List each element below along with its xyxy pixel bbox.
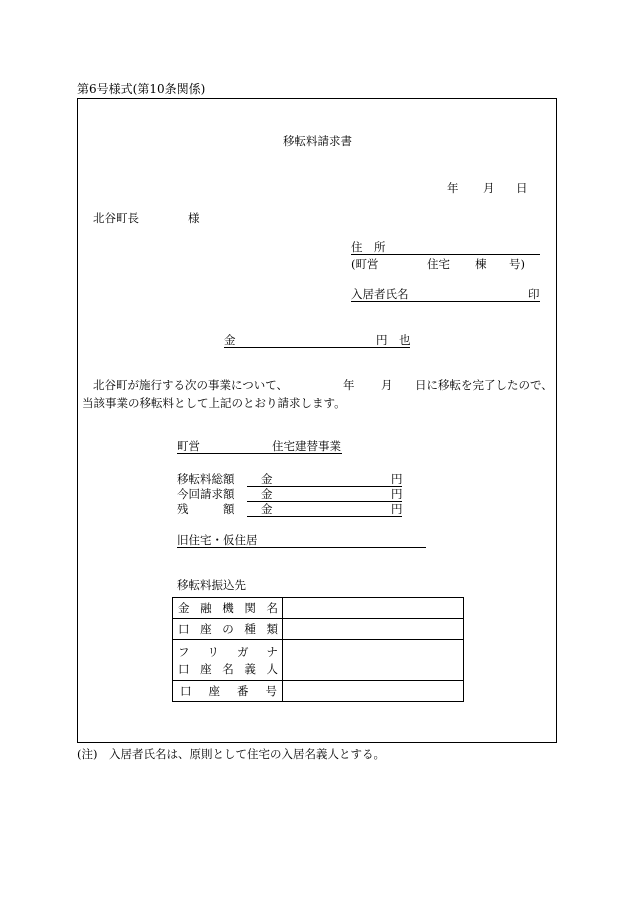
- amount-total-label: 移転料総額: [177, 472, 235, 486]
- char: 座: [200, 661, 212, 676]
- bank-name-field[interactable]: [283, 598, 464, 619]
- char: リ: [207, 644, 219, 659]
- char: 口: [178, 661, 190, 676]
- body-line1-b: 日に移転を完了したので、: [415, 378, 553, 392]
- account-type-field[interactable]: [283, 619, 464, 640]
- bank-heading: 移転料振込先: [177, 578, 246, 592]
- address-underline: [351, 254, 540, 255]
- body-line1-month: 月: [381, 378, 393, 392]
- project-underline: [177, 453, 342, 454]
- char: 類: [266, 622, 278, 636]
- addressee-name: 北谷町長: [93, 211, 139, 225]
- footnote: (注) 入居者氏名は、原則として住宅の入居名義人とする。: [77, 747, 385, 761]
- amount-current-label: 今回請求額: [177, 487, 235, 501]
- char: 座: [200, 622, 212, 636]
- bank-row-account-type: [173, 619, 464, 640]
- amount-balance-en: 円: [391, 502, 403, 516]
- amount-total-en: 円: [391, 472, 403, 486]
- char: フ: [178, 644, 190, 659]
- bank-table: [172, 597, 464, 702]
- address-sub-open: (町営: [351, 257, 379, 271]
- date-month: 月: [483, 181, 495, 195]
- bank-row-account-holder: [173, 640, 464, 681]
- amount-total-kin: 金: [261, 472, 273, 486]
- amount-balance-kin: 金: [261, 502, 273, 516]
- date-year: 年: [447, 181, 459, 195]
- resident-name-underline: [351, 301, 540, 302]
- account-type-label: [173, 619, 283, 640]
- char: 関: [244, 601, 256, 615]
- amount-underline: [224, 347, 410, 348]
- body-line2: 当該事業の移転料として上記のとおり請求します。: [82, 396, 346, 410]
- bank-row-bank-name: [173, 598, 464, 619]
- old-residence-underline: [177, 547, 426, 548]
- amount-current-kin: 金: [261, 487, 273, 501]
- addressee-honorific: 様: [188, 211, 200, 225]
- char: 番: [237, 684, 249, 698]
- account-holder-field[interactable]: [283, 640, 464, 681]
- char: 融: [200, 601, 212, 615]
- body-line1-year: 年: [343, 378, 355, 392]
- body-line1-a: 北谷町が施行する次の事業について、: [93, 378, 289, 392]
- bank-row-account-number: [173, 681, 464, 702]
- account-number-field[interactable]: [283, 681, 464, 702]
- account-holder-label: [173, 640, 283, 681]
- char: 口: [178, 622, 190, 636]
- char: 機: [222, 601, 234, 615]
- char: 種: [244, 622, 256, 636]
- char: 名: [222, 661, 234, 676]
- resident-name-label: 入居者氏名: [351, 287, 409, 301]
- char: ガ: [237, 644, 249, 659]
- address-label: 住 所: [351, 240, 386, 254]
- form-number: 第6号様式(第10条関係): [77, 82, 206, 96]
- date-day: 日: [516, 181, 528, 195]
- address-sub-jutaku: 住宅: [427, 257, 450, 271]
- project-prefix: 町営: [177, 439, 200, 453]
- address-sub-tou: 棟: [475, 257, 487, 271]
- char: 人: [266, 661, 278, 676]
- address-sub-gou: 号): [509, 257, 525, 271]
- amount-balance-underline: [247, 516, 402, 517]
- char: ナ: [266, 644, 278, 659]
- amount-balance-label: 残 額: [177, 502, 235, 516]
- old-residence-label: 旧住宅・仮住居: [177, 533, 258, 547]
- seal-mark: 印: [528, 287, 540, 301]
- bank-name-label: [173, 598, 283, 619]
- char: 口: [180, 684, 192, 698]
- amount-en-nari: 円 也: [376, 333, 411, 347]
- form-title: 移転料請求書: [283, 134, 352, 148]
- char: の: [222, 622, 234, 636]
- amount-kin: 金: [224, 333, 236, 347]
- char: 義: [244, 661, 256, 676]
- account-number-label: [173, 681, 283, 702]
- char: 号: [265, 684, 277, 698]
- amount-current-en: 円: [391, 487, 403, 501]
- char: 金: [178, 601, 190, 615]
- char: 名: [266, 601, 278, 615]
- char: 座: [208, 684, 220, 698]
- project-name: 住宅建替事業: [272, 439, 341, 453]
